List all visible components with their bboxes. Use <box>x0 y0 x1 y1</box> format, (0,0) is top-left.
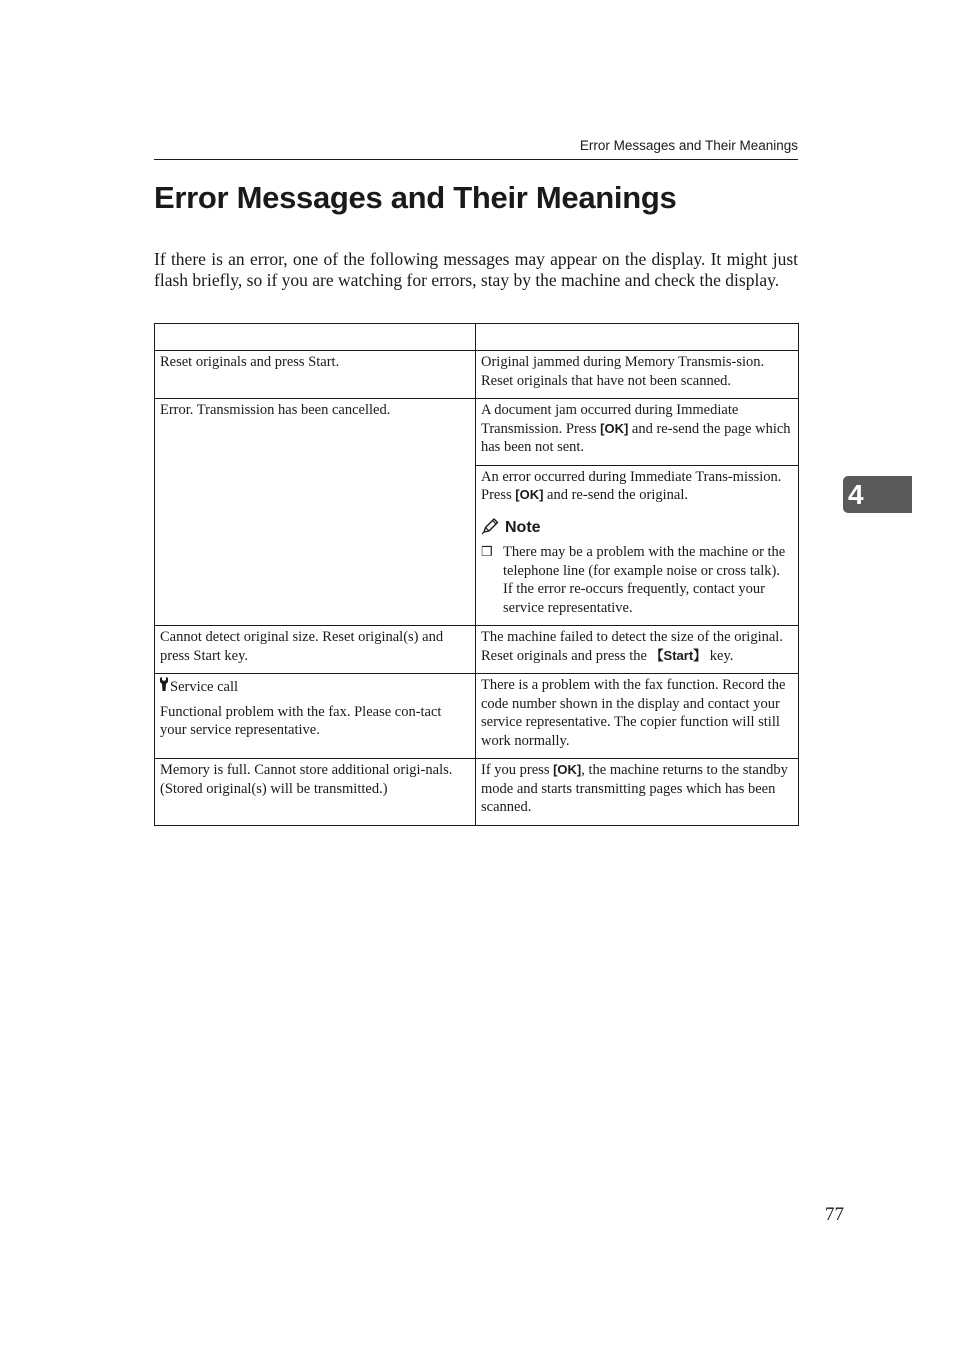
meaning-text: , the machine returns to the standby mode and starts transmitting pages which has been scanned. <box>481 762 788 815</box>
table-row <box>155 351 799 399</box>
meaning-cell: There is a problem with the fax function. Record the code number shown in the display and contact your service representative. The copier function will still work normally. <box>476 674 799 759</box>
table-row <box>155 399 799 466</box>
checkbox-bullet-icon: ❒ <box>481 544 493 559</box>
service-call-line <box>160 676 470 698</box>
ok-key-label: [OK] <box>600 420 629 436</box>
message-cell: Memory is full. Cannot store additional origi-nals. (Stored original(s) will be transmitted.) <box>155 759 476 826</box>
meaning-cell <box>476 399 799 466</box>
header-cell-meaning <box>476 324 799 351</box>
meaning-text: The machine failed to detect the size of the original. Reset originals and press the <box>481 629 783 664</box>
meaning-paragraph <box>481 468 793 505</box>
note-heading <box>481 517 793 541</box>
error-messages-table <box>154 323 799 826</box>
meaning-text: A document jam occurred during Immediate Transmission. Press <box>481 402 739 437</box>
message-cell: Cannot detect original size. Reset original(s) and press Start key. <box>155 626 476 674</box>
meaning-cell <box>476 759 799 826</box>
running-head: Error Messages and Their Meanings <box>579 138 798 153</box>
intro-paragraph: If there is an error, one of the following messages may appear on the display. It might just flash briefly, so if you are watching for errors, stay by the machine and check the display. <box>154 249 798 290</box>
message-cell <box>155 674 476 759</box>
table-header-row <box>155 324 799 351</box>
note-item <box>481 543 793 617</box>
meaning-text: If you press <box>481 762 554 778</box>
chapter-tab: 4 <box>843 476 912 513</box>
table-row <box>155 626 799 674</box>
meaning-text: key. <box>706 647 734 664</box>
ok-key-label: [OK] <box>515 487 544 502</box>
page-number: 77 <box>825 1204 844 1225</box>
message-cell: Error. Transmission has been cancelled. <box>155 399 476 626</box>
wrench-icon <box>160 676 170 698</box>
meaning-cell <box>476 465 799 626</box>
note-item-text: There may be a problem with the machine or the telephone line (for example noise or cross talk). If the error re-occurs frequently, contact your service representative. <box>503 544 786 616</box>
ok-key-label: [OK] <box>553 762 582 777</box>
meaning-cell: Original jammed during Memory Transmis-sion. Reset originals that have not been scanned. <box>476 351 799 399</box>
start-key-label: 【Start】 <box>650 647 707 663</box>
header-rule <box>154 159 798 160</box>
pencil-icon <box>481 517 501 541</box>
meaning-cell <box>476 626 799 674</box>
meaning-text: and re-send the page which has been not sent. <box>481 420 791 455</box>
header-cell-message <box>155 324 476 351</box>
table-row <box>155 674 799 759</box>
meaning-text: and re-send the original. <box>543 487 688 503</box>
note-heading-text: Note <box>505 519 541 536</box>
service-call-title: Service call <box>170 678 239 695</box>
table-row <box>155 759 799 826</box>
page-title: Error Messages and Their Meanings <box>154 180 677 215</box>
message-cell: Reset originals and press Start. <box>155 351 476 399</box>
meaning-text: An error occurred during Immediate Trans-mission. Press <box>481 468 782 503</box>
message-text: Functional problem with the fax. Please con-tact your service representative. <box>160 703 442 738</box>
